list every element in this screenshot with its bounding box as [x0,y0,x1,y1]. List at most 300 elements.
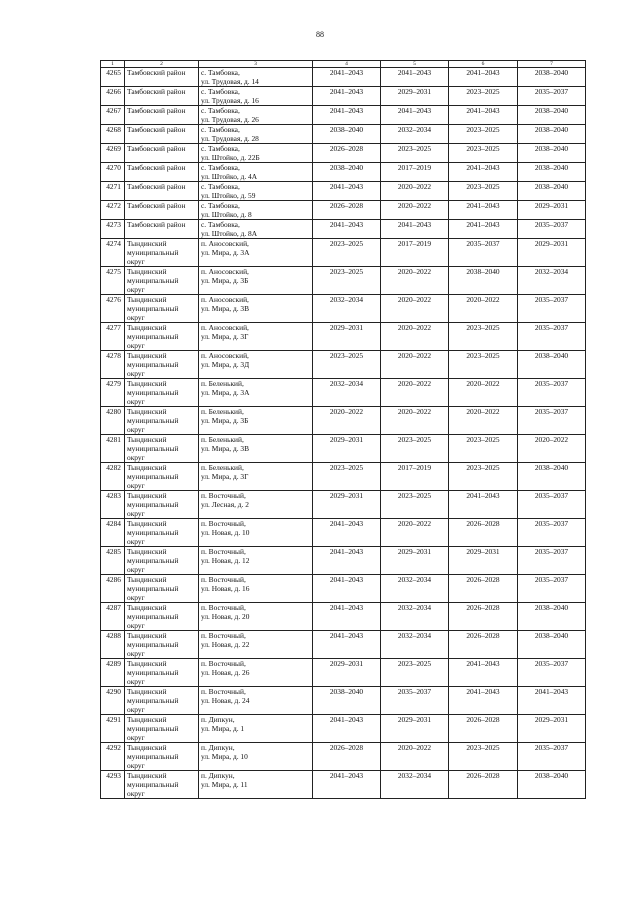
table-row [101,144,586,163]
period-cell-p5: 2017–2019 [381,239,449,267]
district-line: округ [127,341,145,350]
address-line: ул. Мира, д. 3Б [201,416,249,425]
district-cell [125,106,199,125]
table-row [101,182,586,201]
district-line: Тындинский [127,715,167,724]
address-line: п. Восточный, [201,491,246,500]
address-cell [199,125,313,144]
row-number-cell: 4290 [101,687,125,715]
period-cell-p5: 2017–2019 [381,163,449,182]
period-cell-p5: 2023–2025 [381,435,449,463]
period-cell-p4: 2041–2043 [313,547,381,575]
address-line: ул. Новая, д. 12 [201,556,250,565]
period-cell-p4: 2038–2040 [313,125,381,144]
period-cell-p5: 2041–2043 [381,220,449,239]
district-line: муниципальный [127,276,179,285]
district-line: округ [127,593,145,602]
district-cell [125,87,199,106]
period-cell-p7: 2035–2037 [518,295,586,323]
row-number-cell: 4274 [101,239,125,267]
period-cell-p6: 2026–2028 [449,575,518,603]
district-line: Тындинский [127,323,167,332]
district-line: муниципальный [127,444,179,453]
district-cell [125,323,199,351]
period-cell-p7: 2038–2040 [518,771,586,799]
address-line: ул. Мира, д. 10 [201,752,248,761]
district-line: Тындинский [127,463,167,472]
table-row [101,547,586,575]
district-line: Тамбовский район [127,182,186,191]
district-line: муниципальный [127,388,179,397]
address-line: п. Аносовский, [201,295,249,304]
address-line: с. Тамбовка, [201,163,240,172]
district-line: Тамбовский район [127,87,186,96]
address-line: ул. Штойко, д. 4А [201,172,258,181]
district-cell [125,295,199,323]
address-line: п. Беленький, [201,435,244,444]
table-row [101,295,586,323]
address-line: ул. Лесная, д. 2 [201,500,249,509]
address-line: ул. Новая, д. 24 [201,696,250,705]
district-line: муниципальный [127,752,179,761]
period-cell-p7: 2035–2037 [518,87,586,106]
period-cell-p6: 2023–2025 [449,435,518,463]
period-cell-p6: 2023–2025 [449,125,518,144]
period-cell-p5: 2029–2031 [381,87,449,106]
district-cell [125,575,199,603]
address-line: п. Восточный, [201,603,246,612]
column-number-header: 2 [125,61,199,68]
column-number-header: 1 [101,61,125,68]
period-cell-p7: 2038–2040 [518,144,586,163]
period-cell-p7: 2038–2040 [518,163,586,182]
district-line: округ [127,761,145,770]
district-cell [125,491,199,519]
period-cell-p7: 2029–2031 [518,239,586,267]
period-cell-p7: 2035–2037 [518,379,586,407]
address-cell [199,407,313,435]
address-line: ул. Штойко, д. 22Б [201,153,260,162]
period-cell-p4: 2026–2028 [313,144,381,163]
district-cell [125,547,199,575]
period-cell-p5: 2041–2043 [381,68,449,87]
row-number-cell: 4271 [101,182,125,201]
period-cell-p7: 2038–2040 [518,351,586,379]
period-cell-p4: 2041–2043 [313,87,381,106]
district-line: округ [127,733,145,742]
period-cell-p6: 2041–2043 [449,491,518,519]
period-cell-p6: 2026–2028 [449,771,518,799]
table-row [101,575,586,603]
row-number-cell: 4282 [101,463,125,491]
district-line: муниципальный [127,360,179,369]
period-cell-p5: 2020–2022 [381,743,449,771]
period-cell-p4: 2032–2034 [313,295,381,323]
address-line: ул. Трудовая, д. 28 [201,134,259,143]
period-cell-p6: 2041–2043 [449,106,518,125]
address-cell [199,267,313,295]
district-cell [125,125,199,144]
column-number-header: 7 [518,61,586,68]
column-number-header: 3 [199,61,313,68]
district-cell [125,182,199,201]
address-line: п. Восточный, [201,519,246,528]
period-cell-p4: 2023–2025 [313,463,381,491]
period-cell-p6: 2041–2043 [449,220,518,239]
period-cell-p4: 2038–2040 [313,687,381,715]
table-row [101,239,586,267]
district-line: Тындинский [127,267,167,276]
district-line: Тындинский [127,407,167,416]
table-row [101,323,586,351]
period-cell-p4: 2041–2043 [313,575,381,603]
row-number-cell: 4287 [101,603,125,631]
period-cell-p7: 2035–2037 [518,575,586,603]
period-cell-p6: 2023–2025 [449,351,518,379]
district-line: Тындинский [127,435,167,444]
period-cell-p4: 2023–2025 [313,267,381,295]
district-line: Тамбовский район [127,106,186,115]
district-line: Тамбовский район [127,201,186,210]
table-row [101,659,586,687]
district-line: Тындинский [127,687,167,696]
address-line: п. Дипкун, [201,743,235,752]
address-line: ул. Новая, д. 20 [201,612,250,621]
district-line: Тамбовский район [127,125,186,134]
housing-repair-schedule-table [100,60,586,799]
district-cell [125,163,199,182]
address-line: с. Тамбовка, [201,144,240,153]
district-line: муниципальный [127,332,179,341]
period-cell-p5: 2032–2034 [381,575,449,603]
address-cell [199,463,313,491]
district-cell [125,68,199,87]
district-cell [125,743,199,771]
period-cell-p7: 2038–2040 [518,106,586,125]
row-number-cell: 4283 [101,491,125,519]
district-cell [125,631,199,659]
address-line: ул. Трудовая, д. 14 [201,77,259,86]
row-number-cell: 4266 [101,87,125,106]
table-row [101,687,586,715]
period-cell-p4: 2029–2031 [313,435,381,463]
table-row [101,351,586,379]
period-cell-p6: 2020–2022 [449,295,518,323]
address-line: ул. Новая, д. 10 [201,528,250,537]
address-cell [199,519,313,547]
period-cell-p4: 2038–2040 [313,163,381,182]
period-cell-p7: 2029–2031 [518,201,586,220]
period-cell-p4: 2026–2028 [313,201,381,220]
period-cell-p6: 2026–2028 [449,519,518,547]
period-cell-p7: 2038–2040 [518,182,586,201]
district-line: муниципальный [127,696,179,705]
address-cell [199,201,313,220]
address-line: с. Тамбовка, [201,201,240,210]
period-cell-p5: 2020–2022 [381,323,449,351]
period-cell-p4: 2041–2043 [313,603,381,631]
period-cell-p5: 2020–2022 [381,182,449,201]
table-row [101,603,586,631]
district-line: округ [127,313,145,322]
address-line: п. Восточный, [201,631,246,640]
row-number-cell: 4272 [101,201,125,220]
district-cell [125,715,199,743]
period-cell-p6: 2041–2043 [449,687,518,715]
address-line: п. Беленький, [201,463,244,472]
period-cell-p6: 2023–2025 [449,463,518,491]
row-number-cell: 4267 [101,106,125,125]
period-cell-p6: 2041–2043 [449,163,518,182]
address-cell [199,575,313,603]
column-number-header: 6 [449,61,518,68]
district-line: муниципальный [127,500,179,509]
address-cell [199,323,313,351]
address-line: ул. Мира, д. 3В [201,444,250,453]
period-cell-p5: 2029–2031 [381,547,449,575]
period-cell-p4: 2041–2043 [313,106,381,125]
period-cell-p7: 2035–2037 [518,659,586,687]
period-cell-p5: 2023–2025 [381,659,449,687]
address-line: с. Тамбовка, [201,125,240,134]
period-cell-p7: 2035–2037 [518,491,586,519]
district-cell [125,603,199,631]
address-cell [199,687,313,715]
period-cell-p7: 2020–2022 [518,435,586,463]
district-line: Тындинский [127,631,167,640]
period-cell-p4: 2041–2043 [313,519,381,547]
period-cell-p4: 2020–2022 [313,407,381,435]
address-line: ул. Трудовая, д. 16 [201,96,259,105]
table-row [101,87,586,106]
period-cell-p7: 2032–2034 [518,267,586,295]
address-line: ул. Мира, д. 11 [201,780,248,789]
period-cell-p5: 2023–2025 [381,491,449,519]
period-cell-p5: 2032–2034 [381,771,449,799]
period-cell-p4: 2032–2034 [313,379,381,407]
period-cell-p7: 2038–2040 [518,68,586,87]
row-number-cell: 4275 [101,267,125,295]
address-cell [199,182,313,201]
period-cell-p5: 2029–2031 [381,715,449,743]
district-line: Тындинский [127,603,167,612]
row-number-cell: 4280 [101,407,125,435]
address-cell [199,603,313,631]
row-number-cell: 4286 [101,575,125,603]
address-line: п. Аносовский, [201,351,249,360]
row-number-cell: 4285 [101,547,125,575]
district-line: муниципальный [127,612,179,621]
district-line: округ [127,481,145,490]
period-cell-p7: 2038–2040 [518,463,586,491]
district-line: муниципальный [127,780,179,789]
district-line: Тындинский [127,547,167,556]
district-line: Тамбовский район [127,68,186,77]
address-line: п. Аносовский, [201,267,249,276]
row-number-cell: 4293 [101,771,125,799]
address-line: ул. Новая, д. 22 [201,640,250,649]
district-line: Тындинский [127,575,167,584]
row-number-cell: 4278 [101,351,125,379]
period-cell-p4: 2029–2031 [313,491,381,519]
address-line: ул. Мира, д. 3Д [201,360,250,369]
district-line: муниципальный [127,640,179,649]
district-line: Тындинский [127,295,167,304]
period-cell-p7: 2035–2037 [518,407,586,435]
district-cell [125,267,199,295]
table-row [101,379,586,407]
period-cell-p4: 2026–2028 [313,743,381,771]
address-line: ул. Штойко, д. 8А [201,229,258,238]
district-line: округ [127,397,145,406]
period-cell-p5: 2020–2022 [381,407,449,435]
district-line: муниципальный [127,472,179,481]
address-line: ул. Мира, д. 3Г [201,332,249,341]
period-cell-p5: 2032–2034 [381,603,449,631]
address-line: п. Восточный, [201,547,246,556]
district-line: муниципальный [127,668,179,677]
row-number-cell: 4276 [101,295,125,323]
period-cell-p6: 2023–2025 [449,87,518,106]
column-number-header-row [101,61,586,68]
row-number-cell: 4292 [101,743,125,771]
address-line: ул. Новая, д. 26 [201,668,250,677]
row-number-cell: 4291 [101,715,125,743]
address-line: с. Тамбовка, [201,220,240,229]
period-cell-p7: 2035–2037 [518,547,586,575]
period-cell-p4: 2023–2025 [313,239,381,267]
district-line: округ [127,565,145,574]
address-line: ул. Новая, д. 16 [201,584,250,593]
table-row [101,519,586,547]
table-row [101,220,586,239]
district-cell [125,220,199,239]
address-line: ул. Мира, д. 3В [201,304,250,313]
address-cell [199,659,313,687]
period-cell-p7: 2041–2043 [518,687,586,715]
address-line: п. Дипкун, [201,715,235,724]
district-line: муниципальный [127,556,179,565]
address-cell [199,163,313,182]
period-cell-p5: 2017–2019 [381,463,449,491]
district-cell [125,771,199,799]
period-cell-p4: 2041–2043 [313,220,381,239]
district-line: Тындинский [127,239,167,248]
period-cell-p6: 2023–2025 [449,144,518,163]
address-cell [199,239,313,267]
page-number: 88 [316,30,324,39]
period-cell-p5: 2020–2022 [381,201,449,220]
row-number-cell: 4279 [101,379,125,407]
period-cell-p5: 2023–2025 [381,144,449,163]
period-cell-p5: 2032–2034 [381,125,449,144]
period-cell-p6: 2020–2022 [449,407,518,435]
address-cell [199,631,313,659]
district-line: Тындинский [127,351,167,360]
period-cell-p6: 2041–2043 [449,201,518,220]
address-line: с. Тамбовка, [201,106,240,115]
address-line: п. Восточный, [201,687,246,696]
address-line: п. Беленький, [201,379,244,388]
address-cell [199,547,313,575]
row-number-cell: 4281 [101,435,125,463]
district-cell [125,351,199,379]
district-line: округ [127,425,145,434]
period-cell-p5: 2020–2022 [381,519,449,547]
district-cell [125,435,199,463]
district-line: округ [127,369,145,378]
period-cell-p6: 2038–2040 [449,267,518,295]
address-cell [199,743,313,771]
district-line: муниципальный [127,724,179,733]
table-row [101,491,586,519]
district-cell [125,687,199,715]
address-line: с. Тамбовка, [201,182,240,191]
table-row [101,743,586,771]
row-number-cell: 4265 [101,68,125,87]
period-cell-p4: 2041–2043 [313,631,381,659]
address-cell [199,435,313,463]
period-cell-p5: 2032–2034 [381,631,449,659]
district-line: Тамбовский район [127,163,186,172]
row-number-cell: 4270 [101,163,125,182]
period-cell-p5: 2035–2037 [381,687,449,715]
district-cell [125,519,199,547]
table-row [101,771,586,799]
address-line: ул. Мира, д. 3А [201,248,250,257]
table-row [101,201,586,220]
table-row [101,267,586,295]
address-cell [199,771,313,799]
row-number-cell: 4289 [101,659,125,687]
period-cell-p6: 2020–2022 [449,379,518,407]
column-number-header: 4 [313,61,381,68]
district-cell [125,201,199,220]
address-line: ул. Мира, д. 3Г [201,472,249,481]
district-line: округ [127,509,145,518]
district-line: муниципальный [127,584,179,593]
district-cell [125,659,199,687]
district-line: округ [127,789,145,798]
period-cell-p6: 2023–2025 [449,323,518,351]
address-line: ул. Трудовая, д. 26 [201,115,259,124]
address-cell [199,491,313,519]
period-cell-p6: 2023–2025 [449,182,518,201]
period-cell-p7: 2038–2040 [518,631,586,659]
address-cell [199,87,313,106]
row-number-cell: 4268 [101,125,125,144]
period-cell-p6: 2026–2028 [449,631,518,659]
address-cell [199,220,313,239]
address-line: с. Тамбовка, [201,87,240,96]
period-cell-p7: 2035–2037 [518,743,586,771]
column-number-header: 5 [381,61,449,68]
district-line: муниципальный [127,304,179,313]
address-line: п. Беленький, [201,407,244,416]
period-cell-p4: 2041–2043 [313,182,381,201]
address-cell [199,351,313,379]
district-cell [125,407,199,435]
address-cell [199,106,313,125]
district-cell [125,239,199,267]
row-number-cell: 4288 [101,631,125,659]
period-cell-p7: 2035–2037 [518,519,586,547]
district-line: Тындинский [127,379,167,388]
address-line: ул. Мира, д. 3Б [201,276,249,285]
period-cell-p7: 2035–2037 [518,220,586,239]
district-line: муниципальный [127,248,179,257]
table-row [101,435,586,463]
